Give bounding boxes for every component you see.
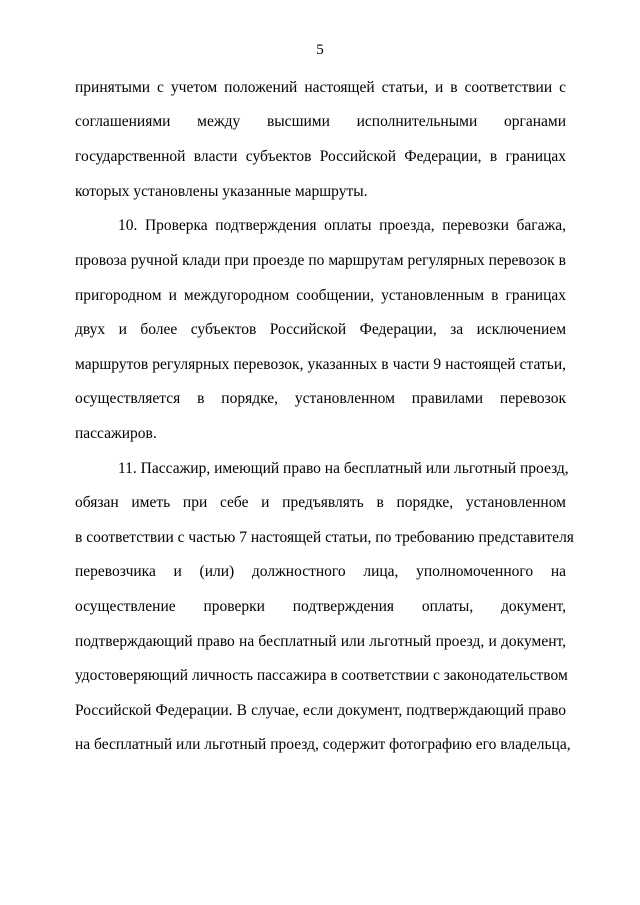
text-line: принятыми с учетом положений настоящей статьи, и в соответствии с	[75, 79, 566, 96]
text-line: осуществление проверки подтверждения оплаты, документ,	[75, 598, 566, 615]
text-line: 11. Пассажир, имеющий право на бесплатный или льготный проезд,	[118, 460, 569, 477]
text-line: маршрутов регулярных перевозок, указанных в части 9 настоящей статьи,	[75, 356, 566, 373]
text-line: двух и более субъектов Российской Федерации, за исключением	[75, 321, 566, 338]
text-line: которых установлены указанные маршруты.	[75, 183, 368, 200]
page-number: 5	[316, 42, 324, 58]
text-line: 10. Проверка подтверждения оплаты проезда, перевозки багажа,	[118, 217, 566, 234]
text-line: в соответствии с частью 7 настоящей статьи, по требованию представителя	[75, 529, 574, 546]
text-line: на бесплатный или льготный проезд, содержит фотографию его владельца,	[75, 736, 571, 753]
text-line: подтверждающий право на бесплатный или льготный проезд, и документ,	[75, 633, 566, 650]
text-line: осуществляется в порядке, установленном правилами перевозок	[75, 390, 566, 407]
text-line: перевозчика и (или) должностного лица, уполномоченного на	[75, 563, 566, 580]
text-line: Российской Федерации. В случае, если документ, подтверждающий право	[75, 702, 566, 719]
text-line: провоза ручной клади при проезде по маршрутам регулярных перевозок в	[75, 252, 566, 269]
text-line: удостоверяющий личность пассажира в соответствии с законодательством	[75, 667, 568, 684]
text-line: пригородном и междугородном сообщении, установленным в границах	[75, 287, 566, 304]
text-line: соглашениями между высшими исполнительными органами	[75, 113, 566, 130]
text-line: государственной власти субъектов Российской Федерации, в границах	[75, 148, 566, 165]
text-line: пассажиров.	[75, 425, 157, 442]
text-line: обязан иметь при себе и предъявлять в порядке, установленном	[75, 494, 566, 511]
